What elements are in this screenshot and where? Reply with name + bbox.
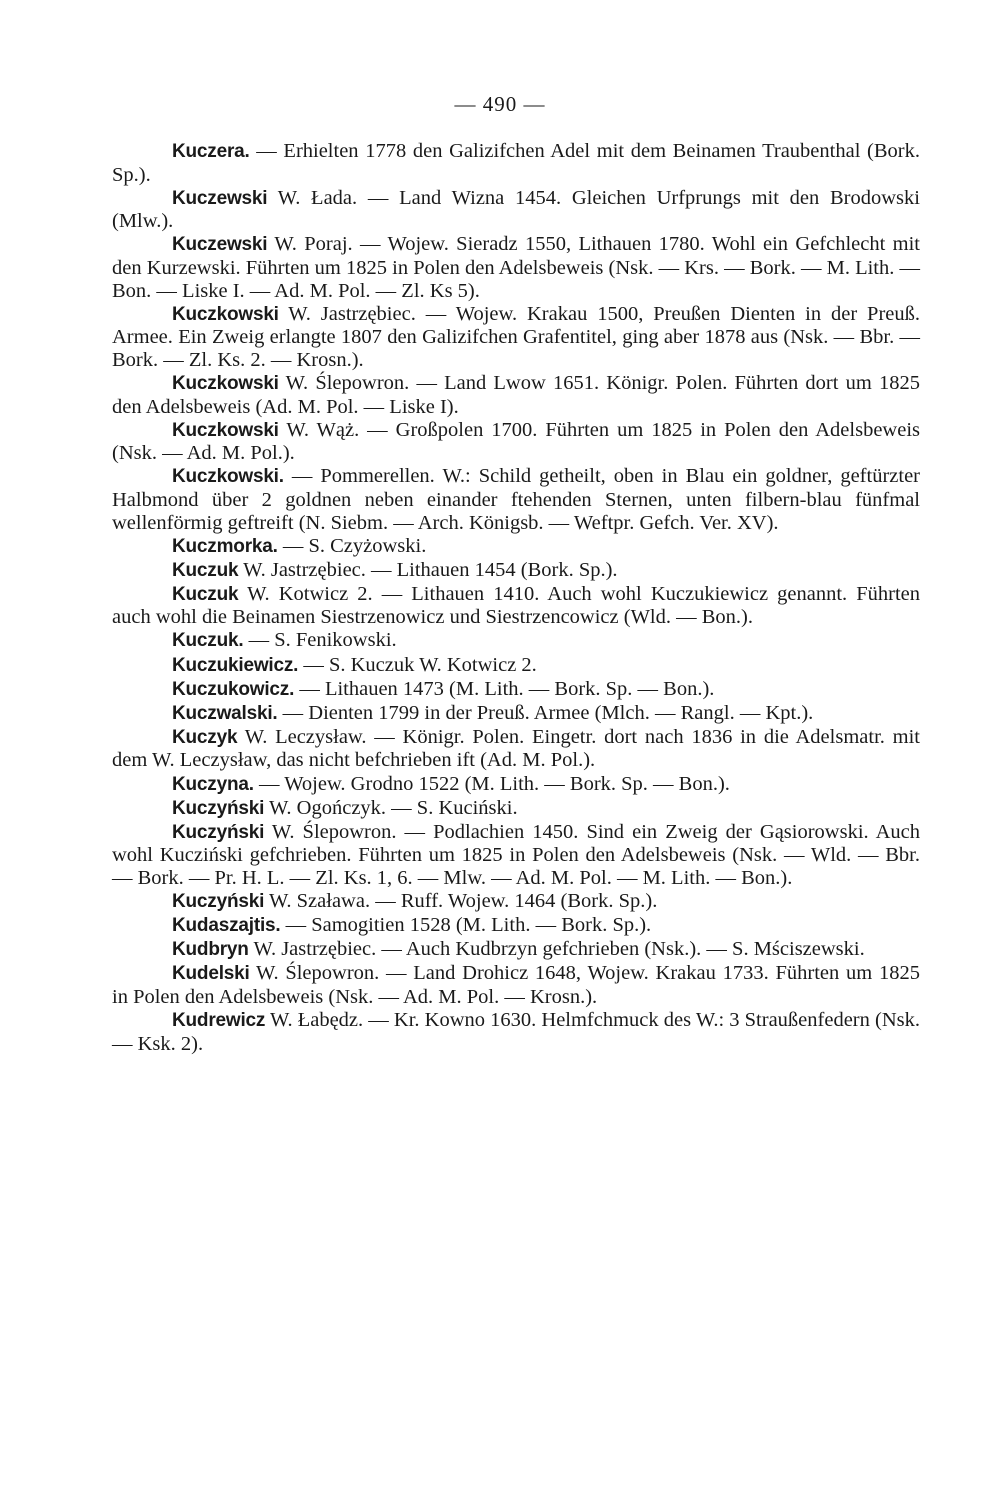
entry [112, 372, 920, 418]
entry [112, 140, 920, 186]
entry-name: Kuczkowski [172, 303, 279, 325]
entry-text: W. Wąż. — Großpolen 1700. Führten um 1825 in Polen den Adelsbeweis (Nsk. — Ad. M. Pol.). [112, 418, 920, 465]
entry-name: Kuczkowski. [172, 466, 284, 488]
entry-name: Kuczwalski. [172, 702, 278, 724]
entry-text: W. Łabędz. — Kr. Kowno 1630. Helmfchmuck des W.: 3 Straußenfedern (Nsk. — Ksk. 2). [112, 1008, 920, 1055]
entry-text: W. Ślepowron. — Land Lwow 1651. Königr. Polen. Führten dort um 1825 den Adelsbeweis (Ad. M. Pol. — Liske I). [112, 371, 920, 418]
entry-text: — Lithauen 1473 (M. Lith. — Bork. Sp. — Bon.). [294, 677, 715, 700]
entry-name: Kuczyński [172, 821, 265, 843]
entry [112, 702, 920, 726]
entry-name: Kuczyk [172, 726, 238, 748]
entry-text: — S. Czyżowski. [277, 534, 427, 557]
entry-name: Kudelski [172, 963, 250, 985]
entry [112, 821, 920, 890]
entry-text: W. Jastrzębiec. — Wojew. Krakau 1500, Preußen Dienten in der Preuß. Armee. Ein Zweig erlangte 1807 den Galizifchen Grafentitel, ging aber 1878 aus (Nsk. — Bbr. — Bork. — Zl. Ks. 2. — Krosn.). [112, 302, 920, 371]
entry [112, 559, 920, 583]
entry-text: W. Ogończyk. — S. Kuciński. [264, 796, 518, 819]
entry [112, 938, 920, 962]
entry-text: — Wojew. Grodno 1522 (M. Lith. — Bork. Sp. — Bon.). [253, 772, 730, 795]
entry-name: Kuczmorka. [172, 535, 278, 557]
entry-name: Kuczuk. [172, 630, 244, 652]
entry-text: W. Poraj. — Wojew. Sieradz 1550, Lithauen 1780. Wohl ein Gefchlecht mit den Kurzewski. Führten um 1825 in Polen den Adelsbeweis (Nsk. — Krs. — Bork. — M. Lith. — Bon. — Liske I. — Ad. M. Pol. — Zl. Ks 5). [112, 233, 920, 302]
entry [112, 583, 920, 629]
entry-name: Kudrewicz [172, 1009, 266, 1031]
entry-name: Kudbryn [172, 939, 249, 961]
entry-text: — S. Kuczuk W. Kotwicz 2. [298, 653, 537, 676]
entry [112, 303, 920, 372]
entry [112, 465, 920, 534]
page-number: — 490 — [454, 92, 546, 116]
entry [112, 890, 920, 914]
entry-text: W. Leczysław. — Königr. Polen. Eingetr. dort nach 1836 in die Adelsmatr. mit dem W. Leczysław, das nicht befchrieben ift (Ad. M. Pol.). [112, 725, 920, 772]
entry-text: W. Kotwicz 2. — Lithauen 1410. Auch wohl Kuczukiewicz genannt. Führten auch wohl die Beinamen Siestrzenowicz und Siestrzencowicz (Wld. — Bon.). [112, 582, 920, 629]
entry-text: — S. Fenikowski. [243, 629, 397, 652]
entry [112, 233, 920, 302]
entry-text: W. Łada. — Land Wizna 1454. Gleichen Urfprungs mit den Brodowski (Mlw.). [112, 186, 920, 233]
entry-text: — Erhielten 1778 den Galizifchen Adel mit dem Beinamen Traubenthal (Bork. Sp.). [112, 140, 920, 186]
entry [112, 914, 920, 938]
entry-name: Kuczewski [172, 187, 268, 209]
entry [112, 187, 920, 233]
entry-name: Kuczuk [172, 583, 239, 605]
entry [112, 962, 920, 1008]
entry-name: Kuczera. [172, 141, 250, 162]
entry-name: Kuczyński [172, 891, 265, 912]
entry-name: Kuczewski [172, 234, 268, 256]
entry-text: — Dienten 1799 in der Preuß. Armee (Mlch. — Rangl. — Kpt.). [277, 701, 814, 724]
entry [112, 773, 920, 797]
entry [112, 726, 920, 772]
entry-name: Kuczkowski [172, 372, 279, 394]
entry-name: Kuczukiewicz. [172, 654, 299, 676]
entry [112, 678, 920, 702]
entry-list [112, 140, 920, 1056]
entry-name: Kuczuk [172, 559, 239, 581]
entry-text: W. Jastrzębiec. — Auch Kudbrzyn gefchrieben (Nsk.). — S. Mściszewski. [248, 938, 865, 961]
entry-text: W. Ślepowron. — Land Drohicz 1648, Wojew. Krakau 1733. Führten um 1825 in Polen den Adelsbeweis (Nsk. — Ad. M. Pol. — Krosn.). [112, 962, 920, 1008]
entry-text: W. Jastrzębiec. — Lithauen 1454 (Bork. Sp.). [238, 558, 618, 581]
entry-text: — Pommerellen. W.: Schild getheilt, oben in Blau ein goldner, geftürzter Halbmond über 2 goldnen neben einander ftehenden Sternen, unten filbern-blau fünfmal wellenförmig geftreift (N. Siebm. — Arch. Königsb. — Weftpr. Gefch. Ver. XV). [112, 465, 920, 534]
entry-text: — Samogitien 1528 (M. Lith. — Bork. Sp.). [280, 914, 652, 937]
entry [112, 629, 920, 653]
entry [112, 797, 920, 821]
entry-text: W. Szaława. — Ruff. Wojew. 1464 (Bork. Sp.). [264, 890, 658, 912]
entry-name: Kuczukowicz. [172, 678, 295, 700]
entry-name: Kuczkowski [172, 419, 279, 441]
entry-name: Kuczyna. [172, 773, 254, 795]
entry [112, 419, 920, 465]
entry [112, 654, 920, 678]
entry-name: Kuczyński [172, 797, 265, 819]
entry [112, 535, 920, 559]
entry [112, 1009, 920, 1055]
entry-text: W. Ślepowron. — Podlachien 1450. Sind ein Zweig der Gąsiorowski. Auch wohl Kucziński gefchrieben. Führten um 1825 in Polen den Adelsbeweis (Nsk. — Wld. — Bbr. — Bork. — Pr. H. L. — Zl. Ks. 1, 6. — Mlw. — Ad. M. Pol. — M. Lith. — Bon.). [112, 820, 920, 889]
entry-name: Kudaszajtis. [172, 915, 281, 937]
